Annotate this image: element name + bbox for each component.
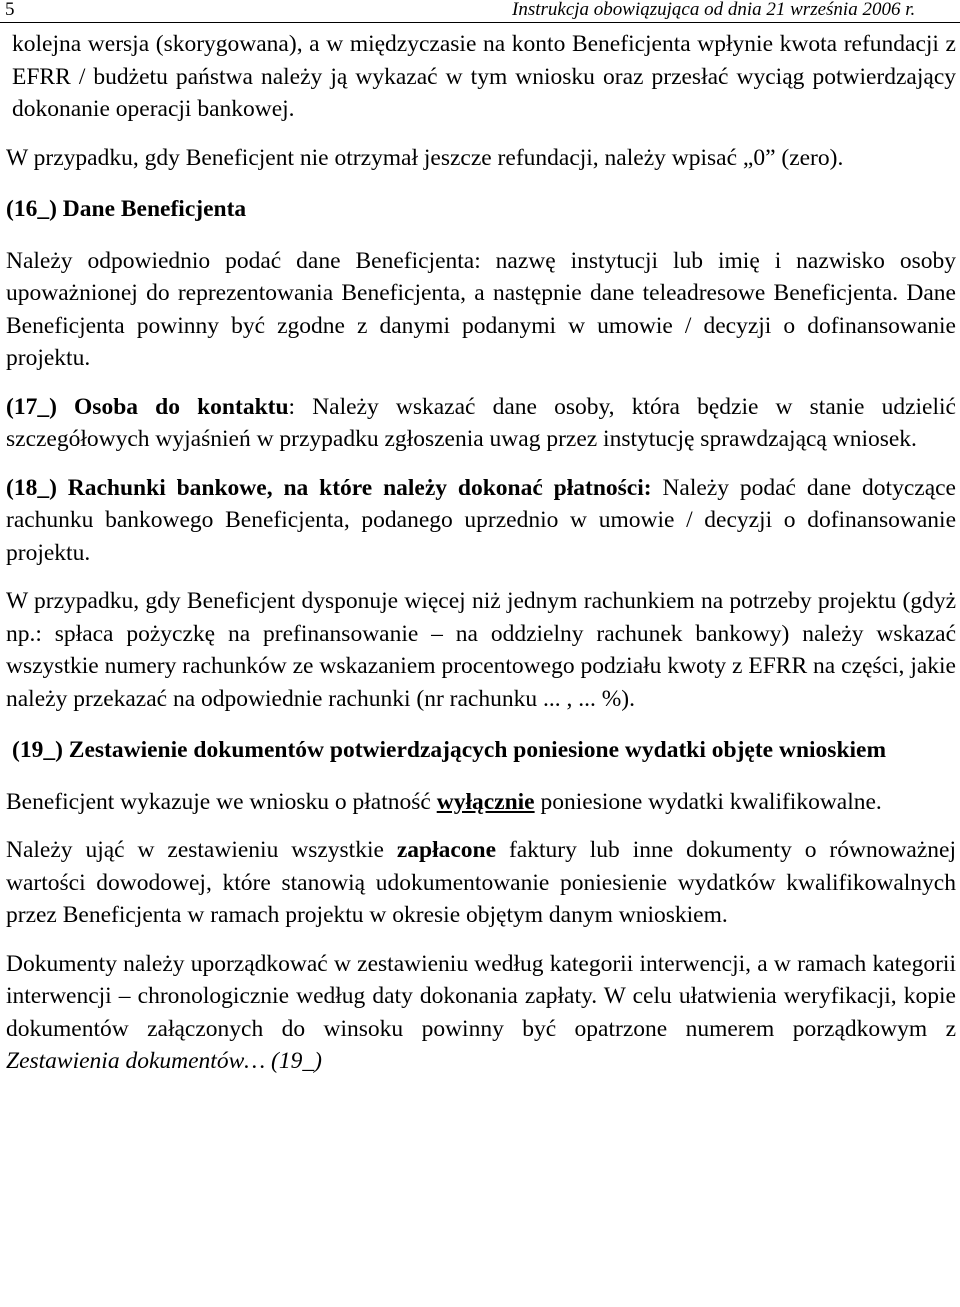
section-19-body-2	[6, 834, 956, 932]
page-number: 5	[5, 0, 15, 20]
section-19-body-3	[6, 948, 956, 1078]
emphasis-paid: zapłacone	[396, 837, 497, 863]
text-run: Należy ująć w zestawieniu wszystkie	[6, 837, 397, 863]
text-run: faktury lub inne dokumenty o równoważnej wartości dowodowej, które stanowią udokumentowanie poniesienie wydatków kwalifikowalnych przez Beneficjenta w ramach projektu w okresie objętym danym wnioskiem.	[6, 837, 956, 928]
text-run: Beneficjent wykazuje we wniosku o płatność	[6, 788, 437, 815]
section-17-body: : Należy wskazać dane osoby, która będzie w stanie udzielić szczegółowych wyjaśnień w przypadku zgłoszenia uwag przez instytucję sprawdzającą wniosek.	[6, 393, 956, 452]
document-body	[6, 28, 956, 1078]
text-run: poniesione wydatki kwalifikowalne.	[534, 788, 882, 815]
section-18-body-2: W przypadku, gdy Beneficjent dysponuje więcej niż jednym rachunkiem na potrzeby projektu (gdyż np.: spłaca pożyczkę na prefinansowanie – na oddzielny rachunek bankowy) należy wskazać wszystkie numery rachunków ze wskazaniem procentowego podziału kwoty z EFRR na części, jakie należy przekazać na odpowiednie rachunki (nr rachunku ... , ... %).	[6, 588, 956, 712]
section-19-body-1	[6, 786, 956, 819]
page-header	[0, 0, 960, 20]
paragraph-zero-note: W przypadku, gdy Beneficjent nie otrzymał jeszcze refundacji, należy wpisać „0” (zero).	[6, 144, 844, 171]
section-18-paragraph	[6, 472, 956, 570]
paragraph-continuation: kolejna wersja (skorygowana), a w międzyczasie na konto Beneficjenta wpłynie kwota refundacji z EFRR / budżetu państwa należy ją wykazać w tym wniosku oraz przesłać wyciąg potwierdzający dokonanie operacji bankowej.	[12, 31, 956, 122]
section-16-body: Należy odpowiednio podać dane Beneficjenta: nazwę instytucji lub imię i nazwisko osoby upoważnionej do reprezentowania Beneficjenta, a następnie dane teleadresowe Beneficjenta. Dane Beneficjenta powinny być zgodne z danymi podanymi w umowie / decyzji o dofinansowanie projektu.	[6, 247, 956, 371]
section-17-paragraph	[6, 391, 956, 456]
emphasis-exclusively: wyłącznie	[436, 788, 535, 815]
header-rule	[0, 22, 960, 23]
section-18-body: Należy podać dane dotyczące rachunku bankowego Beneficjenta, podanego uprzednio w umowie / decyzji o dofinansowanie projektu.	[6, 474, 956, 566]
section-18-heading: (18_) Rachunki bankowe, na które należy dokonać płatności:	[6, 474, 652, 501]
header-title: Instrukcja obowiązująca od dnia 21 września 2006 r.	[512, 0, 916, 20]
text-run: Dokumenty należy uporządkować w zestawieniu według kategorii interwencji, a w ramach kategorii interwencji – chronologicznie według daty dokonania zapłaty. W celu ułatwienia weryfikacji, kopie dokumentów załączonych do winsoku powinny być opatrzone numerem porządkowym z	[6, 950, 956, 1042]
section-16-heading: (16_) Dane Beneficjenta	[6, 196, 247, 222]
section-17-heading: (17_) Osoba do kontaktu	[6, 393, 289, 420]
section-19-heading: (19_) Zestawienie dokumentów potwierdzających poniesione wydatki objęte wnioskiem	[12, 737, 887, 763]
document-list-reference: Zestawienia dokumentów… (19_)	[6, 1048, 322, 1074]
